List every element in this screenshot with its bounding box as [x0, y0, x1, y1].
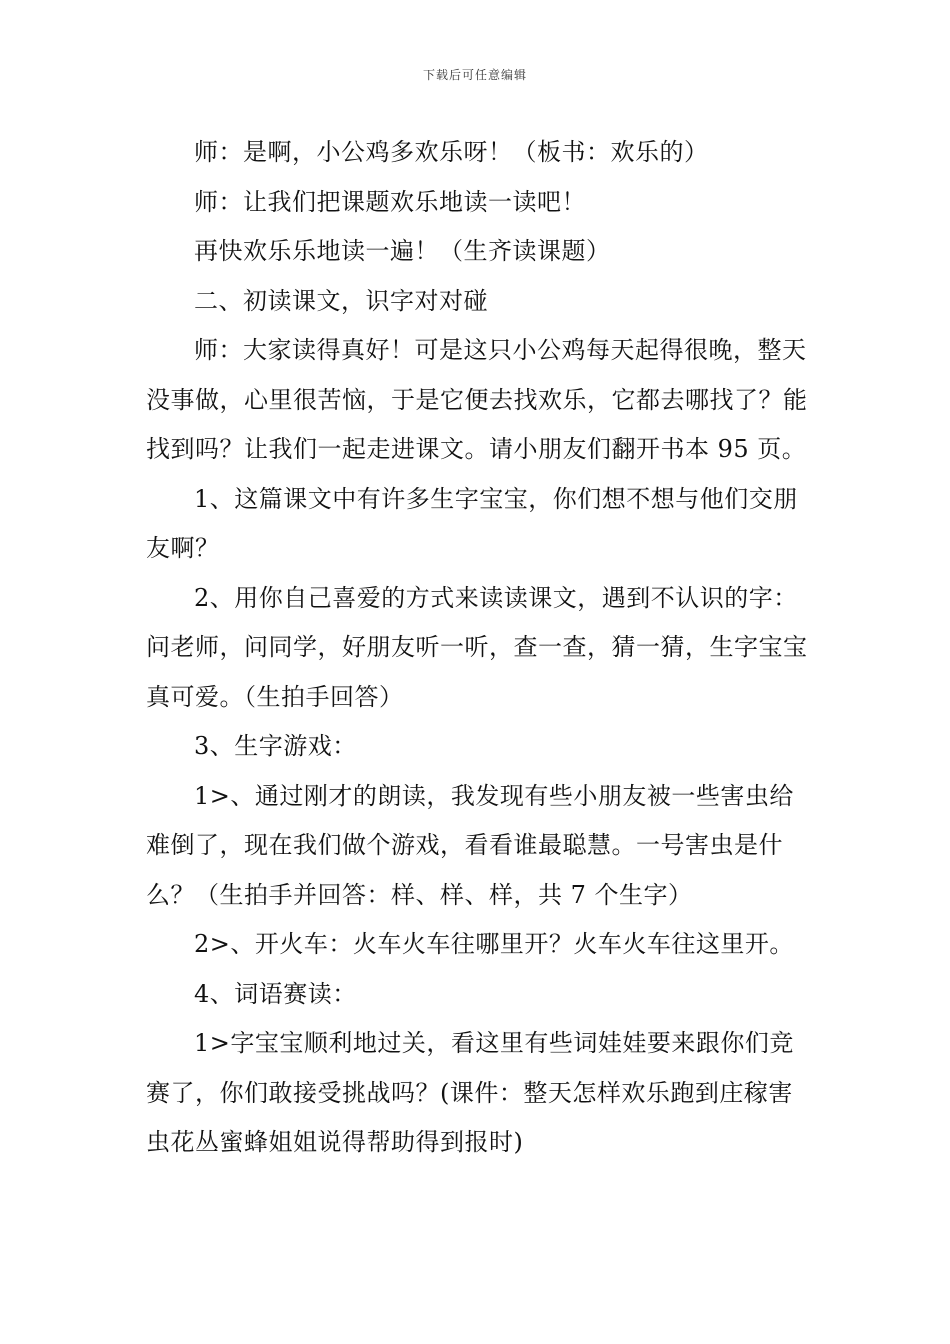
paragraph-1: 师：是啊，小公鸡多欢乐呀！（板书：欢乐的） [194, 138, 709, 166]
paragraph-2: 师：让我们把课题欢乐地读一读吧！ [194, 187, 586, 216]
list-item-4: 4、词语赛读： [194, 979, 357, 1008]
paragraph-3: 再快欢乐乐地读一遍！（生齐读课题） [194, 237, 611, 265]
sub-item-1: 1>、通过刚才的朗读，我发现有些小朋友被一些害虫给难倒了，现在我们做个游戏，看看谁最聪慧。一号害虫是什么？（生拍手并回答：样、样、样，共 7 个生字） [146, 781, 794, 909]
list-item-1: 1、这篇课文中有许多生字宝宝，你们想不想与他们交朋友啊？ [146, 484, 798, 562]
page-header: 下载后可任意编辑 [422, 68, 527, 82]
sub-item-3: 1>字宝宝顺利地过关，看这里有些词娃娃要来跟你们竞赛了，你们敢接受挑战吗？(课件：整天怎样欢乐跑到庄稼害虫花丛蜜蜂姐姐说得帮助得到报时) [146, 1029, 794, 1156]
sub-item-2: 2>、开火车：火车火车往哪里开？火车火车往这里开。 [194, 930, 794, 958]
list-item-3: 3、生字游戏： [194, 732, 357, 760]
document-body [146, 128, 810, 1168]
section-heading: 二、初读课文，识字对对碰 [194, 286, 488, 315]
paragraph-5: 师：大家读得真好！可是这只小公鸡每天起得很晚，整天没事做，心里很苦恼，于是它便去找欢乐，它都去哪找了？能找到吗？让我们一起走进课文。请小朋友们翻开书本 95 页。 [146, 336, 808, 463]
list-item-2: 2、用你自己喜爱的方式来读读课文，遇到不认识的字：问老师，问同学，好朋友听一听，查一查，猜一猜，生字宝宝真可爱。（生拍手回答） [146, 583, 808, 711]
